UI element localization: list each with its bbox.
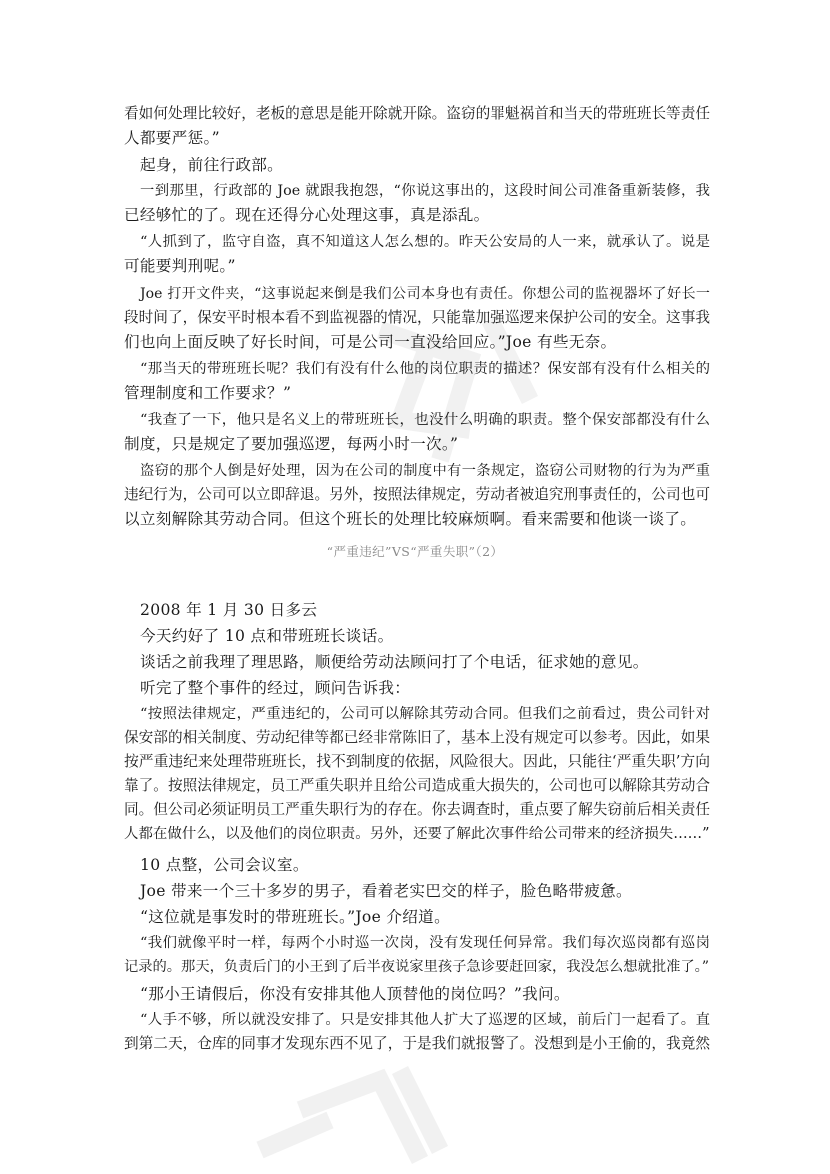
paragraph-legal-advice bbox=[124, 702, 710, 846]
text-line: 以立刻解除其劳动合同。但这个班长的处理比较麻烦啊。看来需要和他谈一谈了。 bbox=[124, 510, 697, 528]
text-line: 同。但公司必须证明员工严重失职行为的存在。你去调查时，重点要了解失窃前后相关责任 bbox=[124, 801, 710, 818]
text-line: 可能要判刑呢。” bbox=[124, 257, 236, 275]
paragraph-understaffed bbox=[124, 1008, 710, 1056]
paragraph-joe-complains bbox=[124, 179, 710, 227]
text-line: 人都在做什么，以及他们的岗位职责。另外，还要了解此次事件给公司带来的经济损失……” bbox=[124, 826, 710, 842]
paragraph-thief-handling bbox=[124, 459, 710, 531]
text-line: 靠了。按照法律规定，员工严重失职并且给公司造成重大损失的，公司也可以解除其劳动合 bbox=[124, 777, 710, 794]
paragraph-advisor-says bbox=[124, 676, 710, 700]
paragraph-patrol-account bbox=[124, 931, 710, 979]
paragraph-checked bbox=[124, 408, 710, 456]
paragraph-joe-folder bbox=[124, 282, 710, 354]
text-line: 违纪行为，公司可以立即辞退。另外，按照法律规定，劳动者被追究刑事责任的，公司也可 bbox=[124, 486, 710, 503]
text-line: 人都要严惩。” bbox=[124, 129, 220, 147]
section-heading: “严重违纪”VS“严重失职”（2） bbox=[326, 544, 504, 559]
text-line: 保安部的相关制度、劳动纪律等都已经非常陈旧了，基本上没有规定可以参考。因此，如果 bbox=[124, 729, 710, 746]
paragraph-meeting-room bbox=[124, 853, 710, 877]
paragraph-appointment bbox=[124, 624, 710, 648]
text-line: 记录的。那天，负责后门的小王到了后半夜说家里孩子急诊要赶回家，我没怎么想就批准了。” bbox=[124, 959, 710, 975]
text-line: “人抓到了，监守自盗，真不知道这人怎么想的。昨天公安局的人一来，就承认了。说是 bbox=[140, 234, 710, 250]
text-line: 制度，只是规定了要加强巡逻，每两小时一次。” bbox=[124, 435, 459, 453]
paragraph-caught bbox=[124, 230, 710, 278]
paragraph-go-admin bbox=[124, 153, 710, 177]
text-line: 们也向上面反映了好长时间，可是公司一直没给回应。”Joe 有些无奈。 bbox=[124, 333, 617, 351]
text-line: 10 点整，公司会议室。 bbox=[140, 856, 309, 874]
text-line: “这位就是事发时的带班班长。”Joe 介绍道。 bbox=[140, 908, 450, 926]
paragraph-joe-brings-man bbox=[124, 879, 710, 903]
text-line: 看如何处理比较好，老板的意思是能开除就开除。盗窃的罪魁祸首和当天的带班班长等责任 bbox=[124, 105, 710, 122]
text-line: “我们就像平时一样，每两个小时巡一次岗，没有发现任何异常。我们每次巡岗都有巡岗 bbox=[140, 935, 710, 951]
text-line: 一到那里，行政部的 Joe 就跟我抱怨，“你说这事出的，这段时间公司准备重新装修，我 bbox=[140, 183, 710, 199]
text-line: 已经够忙的了。现在还得分心处理这事，真是添乱。 bbox=[124, 206, 490, 224]
paragraph-question-replacement bbox=[124, 982, 710, 1006]
paragraph-date-weather bbox=[124, 598, 710, 622]
paragraph-introduction bbox=[124, 905, 710, 929]
text-line: 段时间了，保安平时根本看不到监视器的情况，只能靠加强巡逻来保护公司的安全。这事我 bbox=[124, 309, 710, 326]
text-line: Joe 打开文件夹，“这事说起来倒是我们公司本身也有责任。你想公司的监视器坏了好长一 bbox=[140, 286, 710, 302]
text-line: 按严重违纪来处理带班班长，找不到制度的依据，风险很大。因此，只能往‘严重失职’方向 bbox=[124, 753, 710, 770]
text-line: Joe 带来一个三十多岁的男子，看着老实巴交的样子，脸色略带疲惫。 bbox=[140, 882, 632, 900]
paragraph-question-shift-leader bbox=[124, 357, 710, 405]
text-line: 谈话之前我理了理思路，顺便给劳动法顾问打了个电话，征求她的意见。 bbox=[140, 653, 649, 671]
text-line: 起身，前往行政部。 bbox=[140, 156, 284, 174]
text-line: “人手不够，所以就没安排了。只是安排其他人扩大了巡逻的区域，前后门一起看了。直 bbox=[140, 1012, 710, 1028]
text-line: 到第二天，仓库的同事才发现东西不见了，于是我们就报警了。没想到是小王偷的，我竟然 bbox=[124, 1035, 710, 1052]
text-line: “那当天的带班班长呢？我们有没有什么他的岗位职责的描述？保安部有没有什么相关的 bbox=[140, 361, 710, 377]
paragraph-boss-opinion bbox=[124, 102, 710, 150]
text-line: 听完了整个事件的经过，顾问告诉我： bbox=[140, 679, 411, 697]
text-line: “那小王请假后，你没有安排其他人顶替他的岗位吗？”我问。 bbox=[140, 985, 570, 1003]
text-line: 2008 年 1 月 30 日多云 bbox=[140, 601, 318, 619]
text-line: “按照法律规定，严重违纪的，公司可以解除其劳动合同。但我们之前看过，贵公司针对 bbox=[140, 706, 710, 722]
paragraph-call-advisor bbox=[124, 650, 710, 674]
text-line: 今天约好了 10 点和带班班长谈话。 bbox=[140, 627, 394, 645]
text-line: 管理制度和工作要求？” bbox=[124, 384, 292, 402]
text-line: “我查了一下，他只是名义上的带班班长，也没什么明确的职责。整个保安部都没有什么 bbox=[140, 412, 710, 428]
text-line: 盗窃的那个人倒是好处理，因为在公司的制度中有一条规定，盗窃公司财物的行为为严重 bbox=[140, 463, 710, 479]
